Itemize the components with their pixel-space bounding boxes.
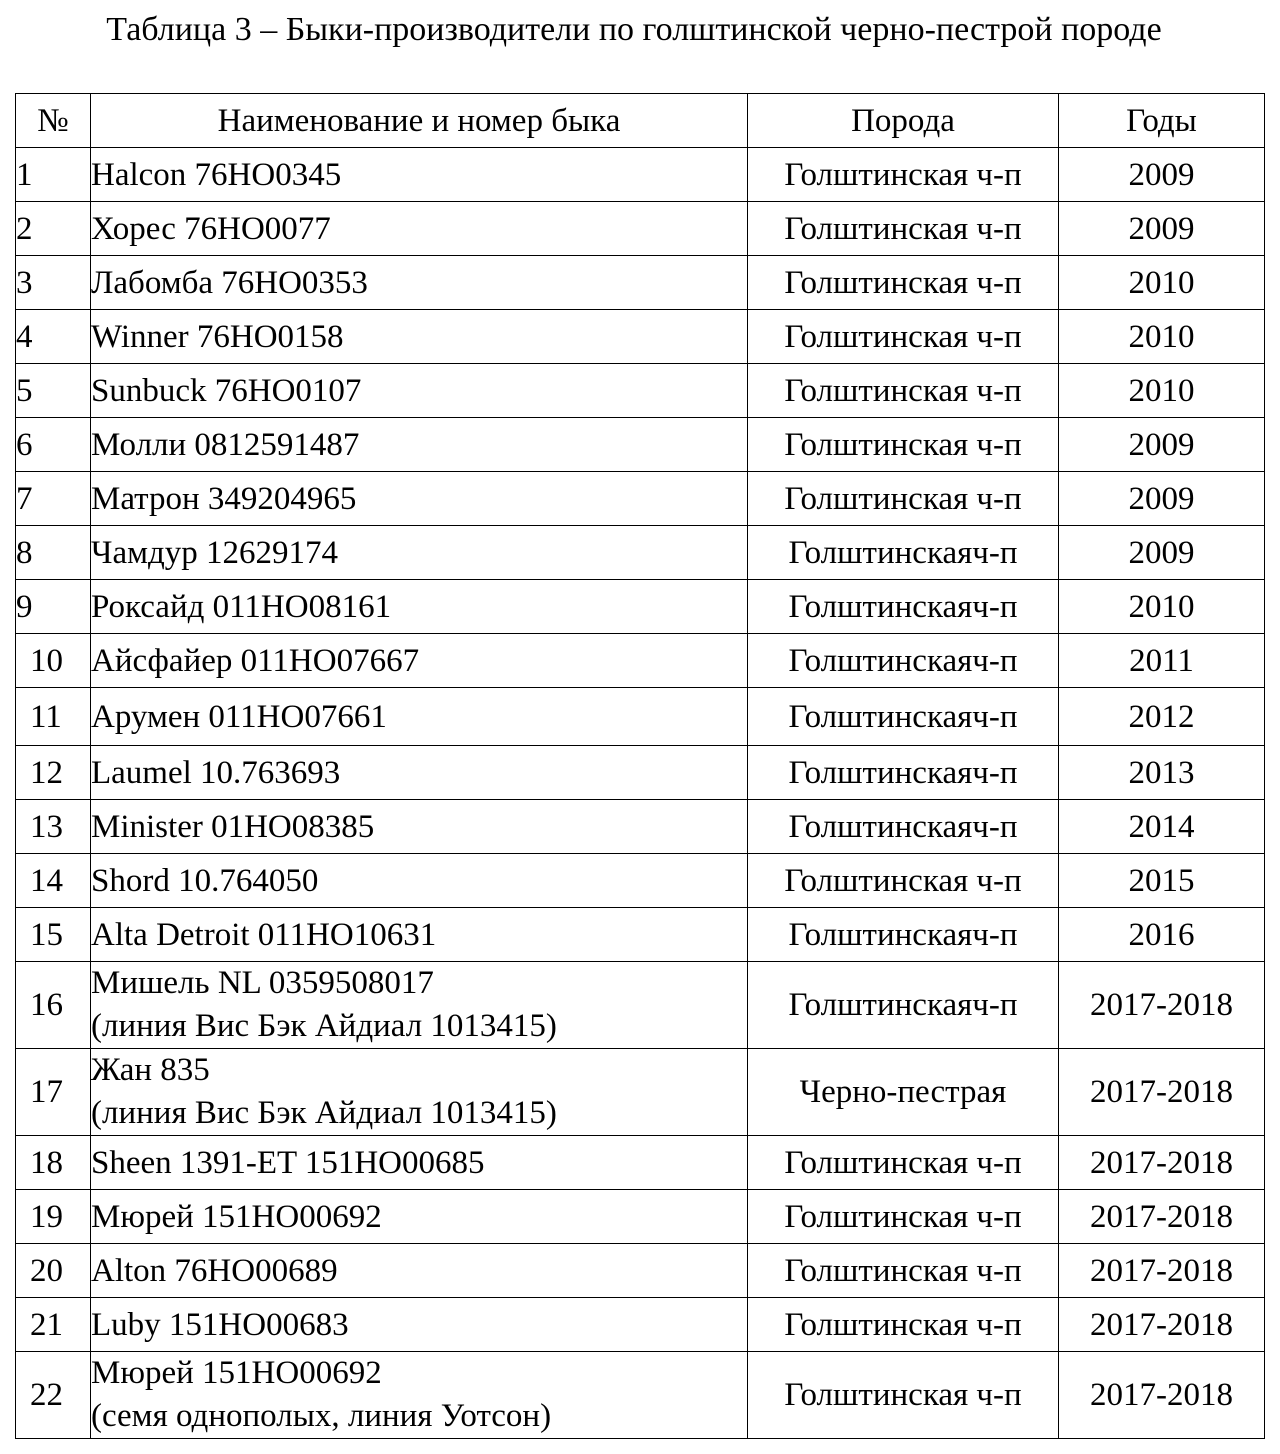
row-number: 14 (16, 854, 91, 908)
breed-cell: Голштинская ч-п (748, 310, 1059, 364)
table-row (16, 148, 1265, 202)
breed-cell: Голштинскаяч-п (748, 526, 1059, 580)
row-number: 12 (16, 746, 91, 800)
breed-cell: Голштинская ч-п (748, 202, 1059, 256)
years-cell: 2017-2018 (1059, 1244, 1265, 1298)
bull-name: Матрон 349204965 (91, 472, 748, 526)
years-cell: 2017-2018 (1059, 1136, 1265, 1190)
breed-cell: Голштинскаяч-п (748, 688, 1059, 746)
years-cell: 2010 (1059, 580, 1265, 634)
table-row (16, 202, 1265, 256)
bull-name: Мюрей 151НО00692 (91, 1190, 748, 1244)
years-cell: 2017-2018 (1059, 1352, 1265, 1439)
bull-line-note: (семя однополых, линия Уотсон) (91, 1398, 552, 1434)
breed-cell: Голштинская ч-п (748, 1136, 1059, 1190)
breed-cell: Голштинская ч-п (748, 364, 1059, 418)
bull-line-note: (линия Вис Бэк Айдиал 1013415) (91, 1008, 557, 1044)
table-row (16, 1244, 1265, 1298)
table-row (16, 256, 1265, 310)
row-number: 5 (16, 364, 91, 418)
bull-name: Minister 01НО08385 (91, 800, 748, 854)
table-row (16, 418, 1265, 472)
breed-cell: Голштинская ч-п (748, 1190, 1059, 1244)
years-cell: 2010 (1059, 310, 1265, 364)
bull-name: Айсфайер 011НО07667 (91, 634, 748, 688)
bull-name: Роксайд 011НО08161 (91, 580, 748, 634)
table-row (16, 854, 1265, 908)
row-number: 16 (16, 962, 91, 1049)
row-number: 1 (16, 148, 91, 202)
header-number: № (16, 94, 91, 148)
bull-line-note: (линия Вис Бэк Айдиал 1013415) (91, 1095, 557, 1131)
row-number: 15 (16, 908, 91, 962)
breed-cell: Голштинская ч-п (748, 472, 1059, 526)
bull-name: Laumel 10.763693 (91, 746, 748, 800)
years-cell: 2009 (1059, 202, 1265, 256)
years-cell: 2010 (1059, 256, 1265, 310)
years-cell: 2009 (1059, 148, 1265, 202)
table-row (16, 310, 1265, 364)
bull-name-cell (91, 962, 748, 1049)
table-row (16, 1049, 1265, 1136)
breed-cell: Голштинскаяч-п (748, 580, 1059, 634)
table-row (16, 364, 1265, 418)
table-row (16, 1352, 1265, 1439)
breed-cell: Голштинская ч-п (748, 1352, 1059, 1439)
years-cell: 2009 (1059, 526, 1265, 580)
row-number: 22 (16, 1352, 91, 1439)
row-number: 2 (16, 202, 91, 256)
years-cell: 2012 (1059, 688, 1265, 746)
bull-name: Alta Detroit 011НО10631 (91, 908, 748, 962)
table-row (16, 634, 1265, 688)
years-cell: 2011 (1059, 634, 1265, 688)
bull-name: Luby 151НО00683 (91, 1298, 748, 1352)
table-caption: Таблица 3 – Быки-производители по голштинской черно-пестрой породе (106, 11, 1162, 48)
breed-cell: Голштинская ч-п (748, 1244, 1059, 1298)
bull-name-cell (91, 1352, 748, 1439)
bull-name-cell (91, 1049, 748, 1136)
row-number: 20 (16, 1244, 91, 1298)
years-cell: 2017-2018 (1059, 1190, 1265, 1244)
table-row (16, 1136, 1265, 1190)
table-row (16, 526, 1265, 580)
bull-name: Winner 76НО0158 (91, 310, 748, 364)
bull-name: Чамдур 12629174 (91, 526, 748, 580)
table-row (16, 1190, 1265, 1244)
bull-name: Жан 835 (91, 1052, 210, 1088)
table-row (16, 962, 1265, 1049)
bull-name: Sunbuck 76НО0107 (91, 364, 748, 418)
row-number: 8 (16, 526, 91, 580)
table-row (16, 472, 1265, 526)
bull-name: Мюрей 151НО00692 (91, 1355, 382, 1391)
row-number: 19 (16, 1190, 91, 1244)
table-row (16, 800, 1265, 854)
years-cell: 2014 (1059, 800, 1265, 854)
breed-cell: Черно-пестрая (748, 1049, 1059, 1136)
breed-cell: Голштинская ч-п (748, 854, 1059, 908)
breed-cell: Голштинскаяч-п (748, 908, 1059, 962)
years-cell: 2009 (1059, 472, 1265, 526)
row-number: 21 (16, 1298, 91, 1352)
years-cell: 2017-2018 (1059, 1298, 1265, 1352)
table-row (16, 746, 1265, 800)
row-number: 4 (16, 310, 91, 364)
table-row (16, 908, 1265, 962)
header-bull-name: Наименование и номер быка (91, 94, 748, 148)
breed-cell: Голштинская ч-п (748, 256, 1059, 310)
breed-cell: Голштинскаяч-п (748, 962, 1059, 1049)
row-number: 6 (16, 418, 91, 472)
table-header-row (16, 94, 1265, 148)
years-cell: 2015 (1059, 854, 1265, 908)
bull-name: Halcon 76НО0345 (91, 148, 748, 202)
years-cell: 2017-2018 (1059, 962, 1265, 1049)
header-years: Годы (1059, 94, 1265, 148)
bull-name: Арумен 011НО07661 (91, 688, 748, 746)
breed-cell: Голштинская ч-п (748, 418, 1059, 472)
row-number: 17 (16, 1049, 91, 1136)
row-number: 7 (16, 472, 91, 526)
table-row (16, 580, 1265, 634)
row-number: 9 (16, 580, 91, 634)
header-breed: Порода (748, 94, 1059, 148)
row-number: 13 (16, 800, 91, 854)
row-number: 11 (16, 688, 91, 746)
bull-name: Alton 76НО00689 (91, 1244, 748, 1298)
breed-cell: Голштинскаяч-п (748, 634, 1059, 688)
bull-name: Sheen 1391-ET 151НО00685 (91, 1136, 748, 1190)
years-cell: 2017-2018 (1059, 1049, 1265, 1136)
table-row (16, 1298, 1265, 1352)
breed-cell: Голштинскаяч-п (748, 800, 1059, 854)
years-cell: 2009 (1059, 418, 1265, 472)
table-row (16, 688, 1265, 746)
bull-name: Shord 10.764050 (91, 854, 748, 908)
bull-name: Мишель NL 0359508017 (91, 965, 434, 1001)
bull-name: Молли 0812591487 (91, 418, 748, 472)
row-number: 3 (16, 256, 91, 310)
bull-name: Хорес 76НО0077 (91, 202, 748, 256)
bulls-table (15, 93, 1265, 1439)
bull-name: Лабомба 76НО0353 (91, 256, 748, 310)
years-cell: 2016 (1059, 908, 1265, 962)
breed-cell: Голштинская ч-п (748, 1298, 1059, 1352)
breed-cell: Голштинская ч-п (748, 148, 1059, 202)
years-cell: 2010 (1059, 364, 1265, 418)
row-number: 18 (16, 1136, 91, 1190)
row-number: 10 (16, 634, 91, 688)
breed-cell: Голштинскаяч-п (748, 746, 1059, 800)
years-cell: 2013 (1059, 746, 1265, 800)
